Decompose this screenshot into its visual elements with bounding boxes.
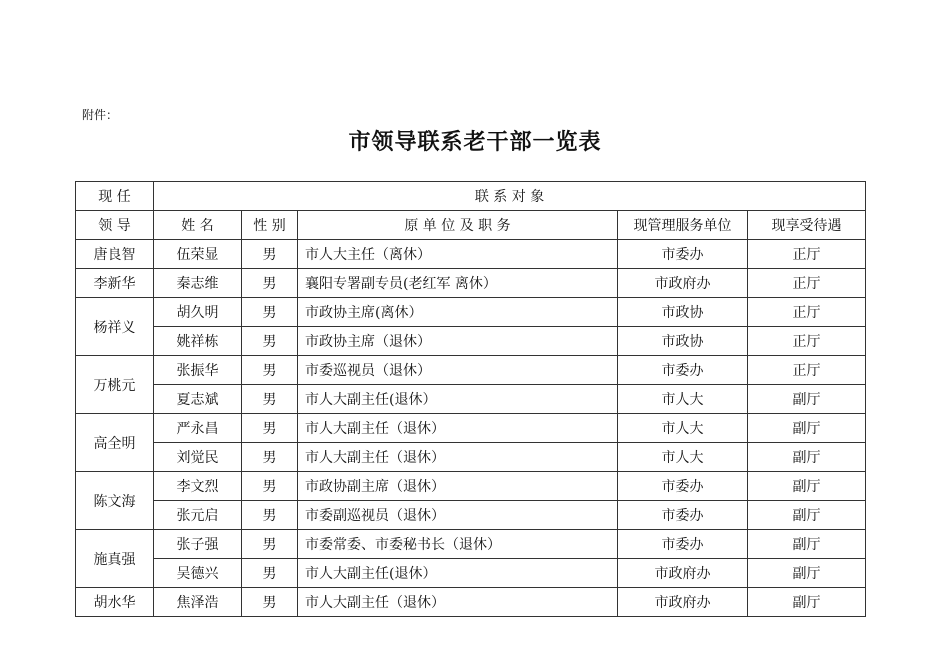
management-unit-cell: 市委办 (618, 530, 748, 559)
treatment-cell: 副厅 (748, 501, 866, 530)
header-leader-bottom: 领 导 (76, 211, 154, 240)
treatment-cell: 副厅 (748, 414, 866, 443)
position-cell: 市人大副主任（退休） (298, 588, 618, 617)
gender-cell: 男 (242, 327, 298, 356)
name-cell: 严永昌 (154, 414, 242, 443)
treatment-cell: 正厅 (748, 269, 866, 298)
gender-cell: 男 (242, 269, 298, 298)
document-title: 市领导联系老干部一览表 (348, 129, 602, 155)
attachment-label: 附件： (82, 108, 119, 122)
treatment-cell: 副厅 (748, 588, 866, 617)
header-position: 原 单 位 及 职 务 (298, 211, 618, 240)
position-cell: 市人大副主任（退休） (298, 443, 618, 472)
position-cell: 市委巡视员（退休） (298, 356, 618, 385)
leader-cell: 高全明 (76, 414, 154, 472)
name-cell: 秦志维 (154, 269, 242, 298)
treatment-cell: 正厅 (748, 240, 866, 269)
table-row (76, 414, 866, 443)
table-row (76, 298, 866, 327)
name-cell: 姚祥栋 (154, 327, 242, 356)
position-cell: 市政协主席（退休） (298, 327, 618, 356)
position-cell: 市人大副主任(退休） (298, 385, 618, 414)
management-unit-cell: 市委办 (618, 472, 748, 501)
table-row (76, 385, 866, 414)
name-cell: 刘觉民 (154, 443, 242, 472)
leader-cell: 杨祥义 (76, 298, 154, 356)
table-row (76, 240, 866, 269)
management-unit-cell: 市委办 (618, 240, 748, 269)
management-unit-cell: 市政府办 (618, 588, 748, 617)
table-row (76, 588, 866, 617)
table-row (76, 501, 866, 530)
header-contact-group: 联 系 对 象 (154, 182, 866, 211)
table-row (76, 530, 866, 559)
treatment-cell: 副厅 (748, 530, 866, 559)
gender-cell: 男 (242, 298, 298, 327)
management-unit-cell: 市政协 (618, 327, 748, 356)
gender-cell: 男 (242, 472, 298, 501)
leader-cell: 万桃元 (76, 356, 154, 414)
position-cell: 市委常委、市委秘书长（退休） (298, 530, 618, 559)
treatment-cell: 正厅 (748, 356, 866, 385)
gender-cell: 男 (242, 356, 298, 385)
gender-cell: 男 (242, 443, 298, 472)
management-unit-cell: 市人大 (618, 414, 748, 443)
name-cell: 张子强 (154, 530, 242, 559)
management-unit-cell: 市人大 (618, 385, 748, 414)
gender-cell: 男 (242, 414, 298, 443)
table-row (76, 356, 866, 385)
name-cell: 胡久明 (154, 298, 242, 327)
leader-cell: 胡水华 (76, 588, 154, 617)
name-cell: 李文烈 (154, 472, 242, 501)
gender-cell: 男 (242, 501, 298, 530)
header-treatment: 现享受待遇 (748, 211, 866, 240)
position-cell: 市人大副主任(退休） (298, 559, 618, 588)
management-unit-cell: 市政协 (618, 298, 748, 327)
table-body (76, 182, 866, 617)
gender-cell: 男 (242, 588, 298, 617)
treatment-cell: 副厅 (748, 559, 866, 588)
header-name: 姓 名 (154, 211, 242, 240)
leader-contact-table (75, 181, 866, 617)
header-row-1 (76, 182, 866, 211)
name-cell: 张元启 (154, 501, 242, 530)
treatment-cell: 副厅 (748, 385, 866, 414)
treatment-cell: 正厅 (748, 327, 866, 356)
header-row-2 (76, 211, 866, 240)
name-cell: 夏志斌 (154, 385, 242, 414)
position-cell: 襄阳专署副专员(老红军 离休） (298, 269, 618, 298)
leader-cell: 李新华 (76, 269, 154, 298)
management-unit-cell: 市委办 (618, 356, 748, 385)
gender-cell: 男 (242, 530, 298, 559)
table-row (76, 559, 866, 588)
header-management-unit: 现管理服务单位 (618, 211, 748, 240)
gender-cell: 男 (242, 385, 298, 414)
management-unit-cell: 市人大 (618, 443, 748, 472)
leader-cell: 陈文海 (76, 472, 154, 530)
header-gender: 性 别 (242, 211, 298, 240)
management-unit-cell: 市委办 (618, 501, 748, 530)
name-cell: 吴德兴 (154, 559, 242, 588)
name-cell: 伍荣显 (154, 240, 242, 269)
name-cell: 张振华 (154, 356, 242, 385)
leader-cell: 施真强 (76, 530, 154, 588)
table-row (76, 327, 866, 356)
name-cell: 焦泽浩 (154, 588, 242, 617)
position-cell: 市人大主任（离休） (298, 240, 618, 269)
position-cell: 市政协副主席（退休） (298, 472, 618, 501)
management-unit-cell: 市政府办 (618, 559, 748, 588)
treatment-cell: 副厅 (748, 472, 866, 501)
table-row (76, 269, 866, 298)
table-row (76, 472, 866, 501)
gender-cell: 男 (242, 240, 298, 269)
header-leader-top: 现 任 (76, 182, 154, 211)
treatment-cell: 副厅 (748, 443, 866, 472)
gender-cell: 男 (242, 559, 298, 588)
leader-cell: 唐良智 (76, 240, 154, 269)
position-cell: 市政协主席(离休） (298, 298, 618, 327)
position-cell: 市人大副主任（退休） (298, 414, 618, 443)
treatment-cell: 正厅 (748, 298, 866, 327)
management-unit-cell: 市政府办 (618, 269, 748, 298)
table-row (76, 443, 866, 472)
position-cell: 市委副巡视员（退休） (298, 501, 618, 530)
